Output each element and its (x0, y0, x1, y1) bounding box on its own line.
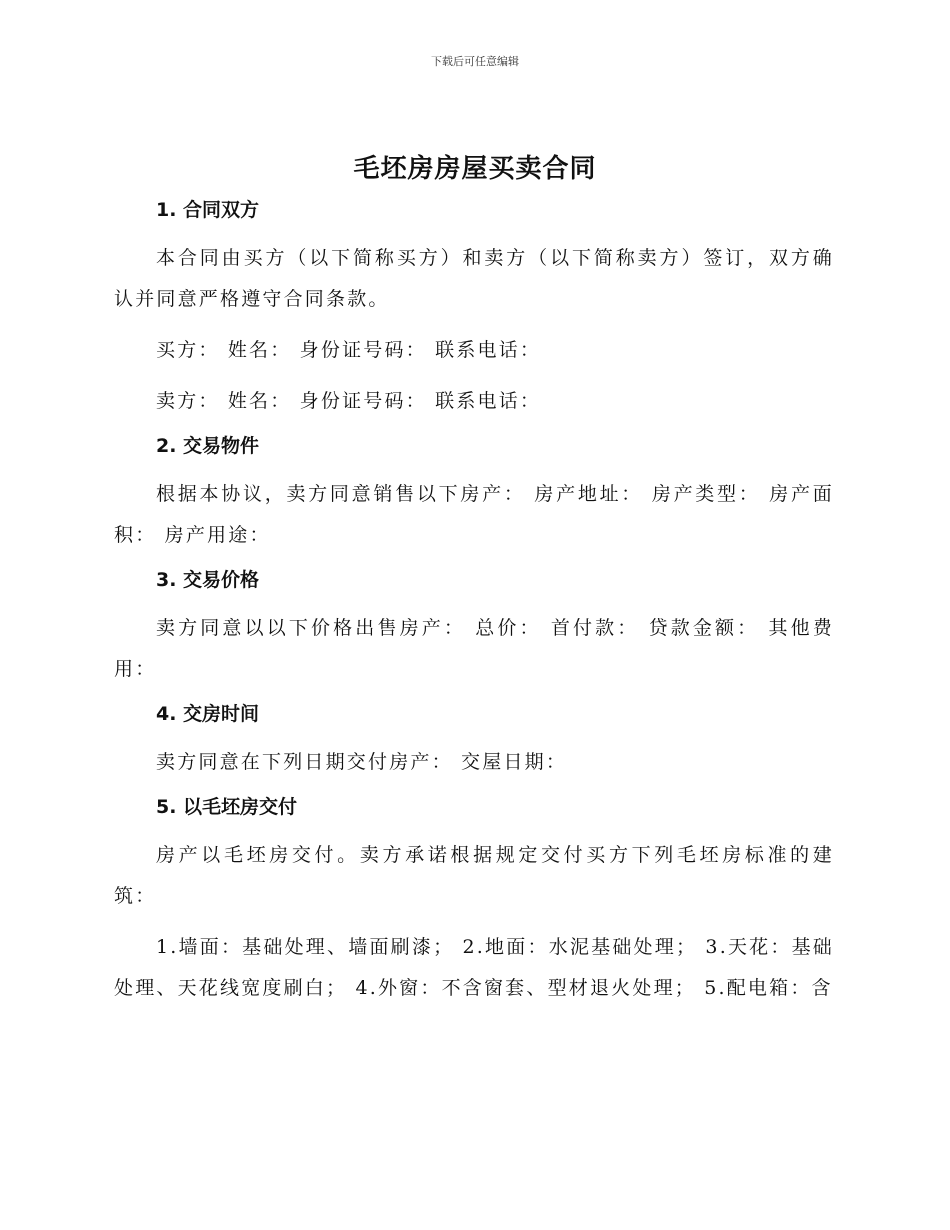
section-bare-shell-delivery (114, 793, 834, 1009)
section-contract-parties (114, 196, 834, 432)
paragraph: 卖方同意在下列日期交付房产： 交屋日期： (156, 751, 568, 773)
page-header-note: 下载后可任意编辑 (431, 55, 519, 68)
section-heading: 2. 交易物件 (156, 435, 260, 457)
paragraph: 房产以毛坯房交付。卖方承诺根据规定交付买方下列毛坯房标准的建筑： (114, 844, 834, 907)
document-body (114, 196, 834, 1009)
paragraph: 1.墙面：基础处理、墙面刷漆； 2.地面：水泥基础处理； 3.天花：基础处理、天花线宽度刷白； 4.外窗：不含窗套、型材退火处理； 5.配电箱：含 (114, 936, 834, 999)
section-heading: 4. 交房时间 (156, 703, 260, 725)
section-heading: 1. 合同双方 (156, 199, 260, 221)
section-transaction-price (114, 566, 834, 700)
document-title: 毛坯房房屋买卖合同 (353, 154, 597, 184)
paragraph: 本合同由买方（以下简称买方）和卖方（以下简称卖方）签订，双方确认并同意严格遵守合同条款。 (114, 247, 834, 310)
paragraph: 卖方同意以以下价格出售房产： 总价： 首付款： 贷款金额： 其他费用： (114, 617, 834, 680)
section-transaction-property (114, 432, 834, 566)
paragraph: 根据本协议，卖方同意销售以下房产： 房产地址： 房产类型： 房产面积： 房产用途： (114, 483, 834, 546)
paragraph: 卖方： 姓名： 身份证号码： 联系电话： (156, 390, 542, 412)
paragraph: 买方： 姓名： 身份证号码： 联系电话： (156, 339, 542, 361)
section-heading: 3. 交易价格 (156, 569, 260, 591)
section-handover-time (114, 700, 834, 793)
section-heading: 5. 以毛坯房交付 (156, 796, 298, 818)
